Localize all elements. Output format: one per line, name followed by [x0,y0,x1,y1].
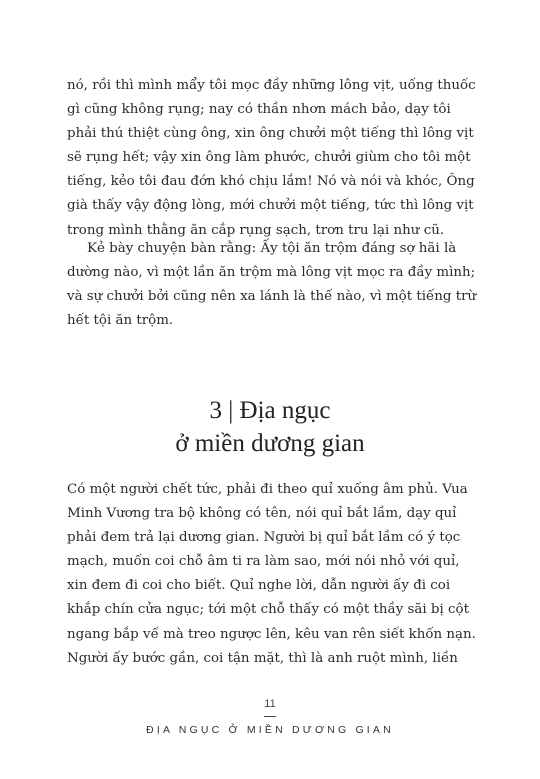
text-line: Có một người chết tức, phải đi theo quỉ xuống âm phủ. Vua [67,482,468,497]
chapter-heading-line2: ở miền dương gian [175,430,365,457]
running-title: ĐỊA NGỤC Ở MIỀN DƯƠNG GIAN [146,724,394,736]
text-line: gì cũng không rụng; nay có thần nhơn mách bảo, dạy tôi [67,102,451,118]
text-line: dường nào, vì một lần ăn trộm mà lông vịt mọc ra đầy mình; [67,265,476,281]
chapter-heading-line1: 3 | Địa ngục [209,397,331,424]
text-line: tiếng, kẻo tôi đau đớn khó chịu lắm! Nó và nói và khóc, Ông [67,174,475,190]
text-line: khắp chín cửa ngục; tới một chỗ thấy có một thầy sãi bị cột [67,602,469,618]
text-line: Minh Vương tra bộ không có tên, nói quỉ bắt lầm, dạy quỉ [67,506,457,522]
text-line: hết tội ăn trộm. [67,313,174,329]
footer-divider [264,716,276,717]
text-line: phải thú thiệt cùng ông, xin ông chưởi một tiếng thì lông vịt [67,126,474,142]
text-line: và sự chưởi bởi cũng nên xa lánh là thế nào, vì một tiếng trừ [67,289,477,305]
paragraph-chapter-start [67,478,475,671]
text-line: nó, rồi thì mình mẩy tôi mọc đầy những lông vịt, uống thuốc [67,78,476,93]
text-line: mạch, muốn coi chỗ âm ti ra làm sao, mới nói nhỏ với quỉ, [67,554,460,570]
page-number: 11 [264,698,276,710]
text-line: Kẻ bày chuyện bàn rằng: Ấy tội ăn trộm đáng sợ hãi là [87,241,457,256]
text-line: xin đem đi coi cho biết. Quỉ nghe lời, dẫn người ấy đi coi [67,578,451,594]
text-line: sẽ rụng hết; vậy xin ông làm phước, chưởi giùm cho tôi một [67,150,471,166]
paragraph-story-end [67,74,475,243]
text-line: phải đem trả lại dương gian. Người bị quỉ bắt lầm có ý tọc [67,530,461,546]
text-line: già thấy vậy động lòng, mới chưởi một tiếng, tức thì lông vịt [67,198,474,214]
text-line: ngang bắp vế mà treo ngược lên, kêu van rên siết khốn nạn. [67,626,476,642]
text-line: trong mình thằng ăn cắp rụng sạch, trơn tru lại như cũ. [67,222,445,238]
paragraph-moral [67,237,475,333]
text-line: Người ấy bước gần, coi tận mặt, thì là anh ruột mình, liền [67,650,458,666]
